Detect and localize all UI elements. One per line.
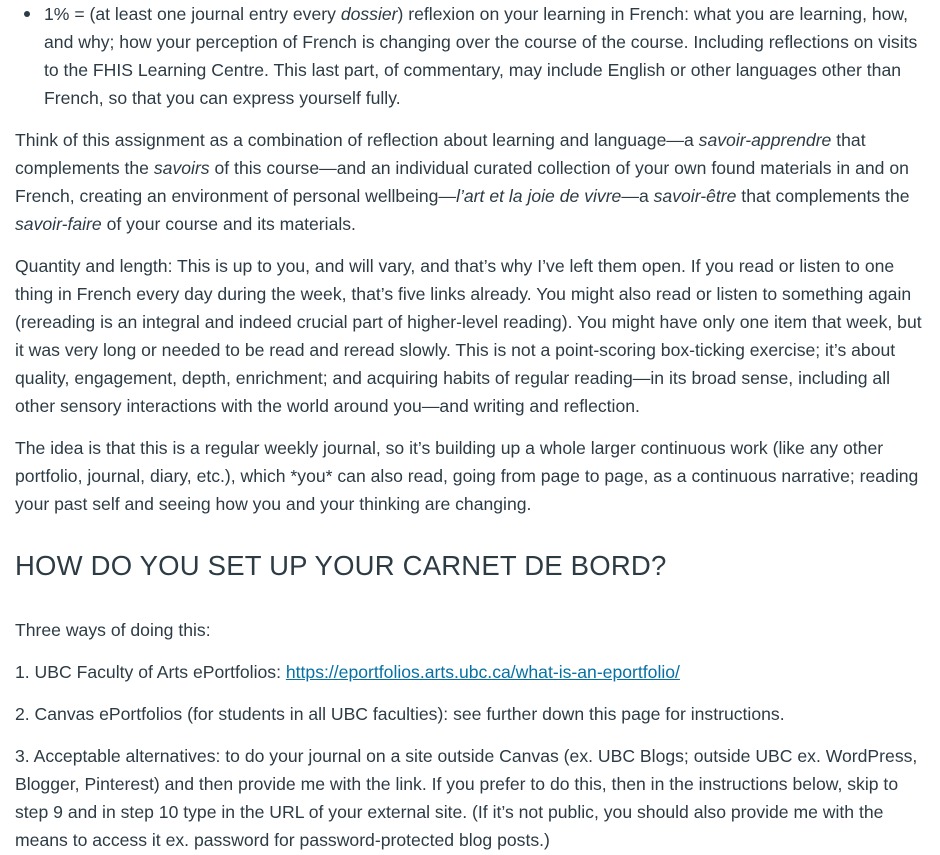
para1-text-6: of your course and its materials. (101, 214, 356, 234)
para1-emphasis-3: l’art et la joie de vivre (456, 186, 622, 206)
para1-text-5: that complements the (736, 186, 910, 206)
paragraph-weekly-journal: The idea is that this is a regular weekly journal, so it’s building up a whole larger continuous work (like any other portfolio, journal, diary, etc.), which *you* can also read, going from page to page, as a continuous narrative; reading your past self and seeing how you and your thinking are changing. (15, 438, 919, 514)
para1-text-2: that complements the (15, 130, 866, 178)
paragraph-assignment-description (15, 126, 926, 238)
para1-emphasis-2: savoirs (153, 158, 210, 178)
para1-text-4: —a (621, 186, 654, 206)
list-item (44, 0, 926, 112)
section-heading: HOW DO YOU SET UP YOUR CARNET DE BORD? (15, 550, 667, 581)
para1-emphasis-4: savoir-être (653, 186, 737, 206)
para1-text-3: of this course—and an individual curated collection of your own found materials in and on French, creating an environment of personal wellbeing— (15, 158, 909, 206)
option-1-text: 1. UBC Faculty of Arts ePortfolios: (15, 662, 286, 682)
bullet-dot-icon (24, 11, 30, 17)
bullet-emphasis: dossier (340, 4, 398, 24)
paragraph-quantity-length: Quantity and length: This is up to you, and will vary, and that’s why I’ve left them open. If you read or listen to one thing in French every day during the week, that’s five links already. You might also read or listen to something again (rereading is an integral and indeed crucial part of higher-level reading). You might have only one item that week, but it was very long or needed to be read and reread slowly. This is not a point-scoring box-ticking exercise; it’s about quality, engagement, depth, enrichment; and acquiring habits of regular reading—in its broad sense, including all other sensory interactions with the world around you—and writing and reflection. (15, 256, 922, 416)
para1-emphasis-5: savoir-faire (15, 214, 102, 234)
para1-emphasis-1: savoir-apprendre (698, 130, 832, 150)
bullet-text-2: ) reflexion on your learning in French: what you are learning, how, and why; how your perception of French is changing over the course of the course. Including reflections on visits to the FHIS Learning Centre. This last part, of commentary, may include English or other languages other than French, so that you can express yourself fully. (44, 4, 918, 108)
option-alternatives: 3. Acceptable alternatives: to do your journal on a site outside Canvas (ex. UBC Blogs; outside UBC ex. WordPress, Blogger, Pinterest) and then provide me with the link. If you prefer to do this, then in the instructions below, skip to step 9 and in step 10 type in the URL of your external site. (If it’s not public, you should also provide me with the means to access it ex. password for password-protected blog posts.) (15, 746, 918, 850)
paragraph-three-ways: Three ways of doing this: (15, 620, 211, 640)
eportfolios-link[interactable]: https://eportfolios.arts.ubc.ca/what-is-an-eportfolio/ (285, 662, 680, 682)
bullet-list (15, 0, 926, 112)
bullet-text-1: 1% = (at least one journal entry every (44, 4, 341, 24)
option-arts-eportfolios (15, 658, 926, 686)
option-canvas-eportfolios: 2. Canvas ePortfolios (for students in all UBC faculties): see further down this page for instructions. (15, 704, 785, 724)
para1-text-1: Think of this assignment as a combination of reflection about learning and language—a (15, 130, 699, 150)
